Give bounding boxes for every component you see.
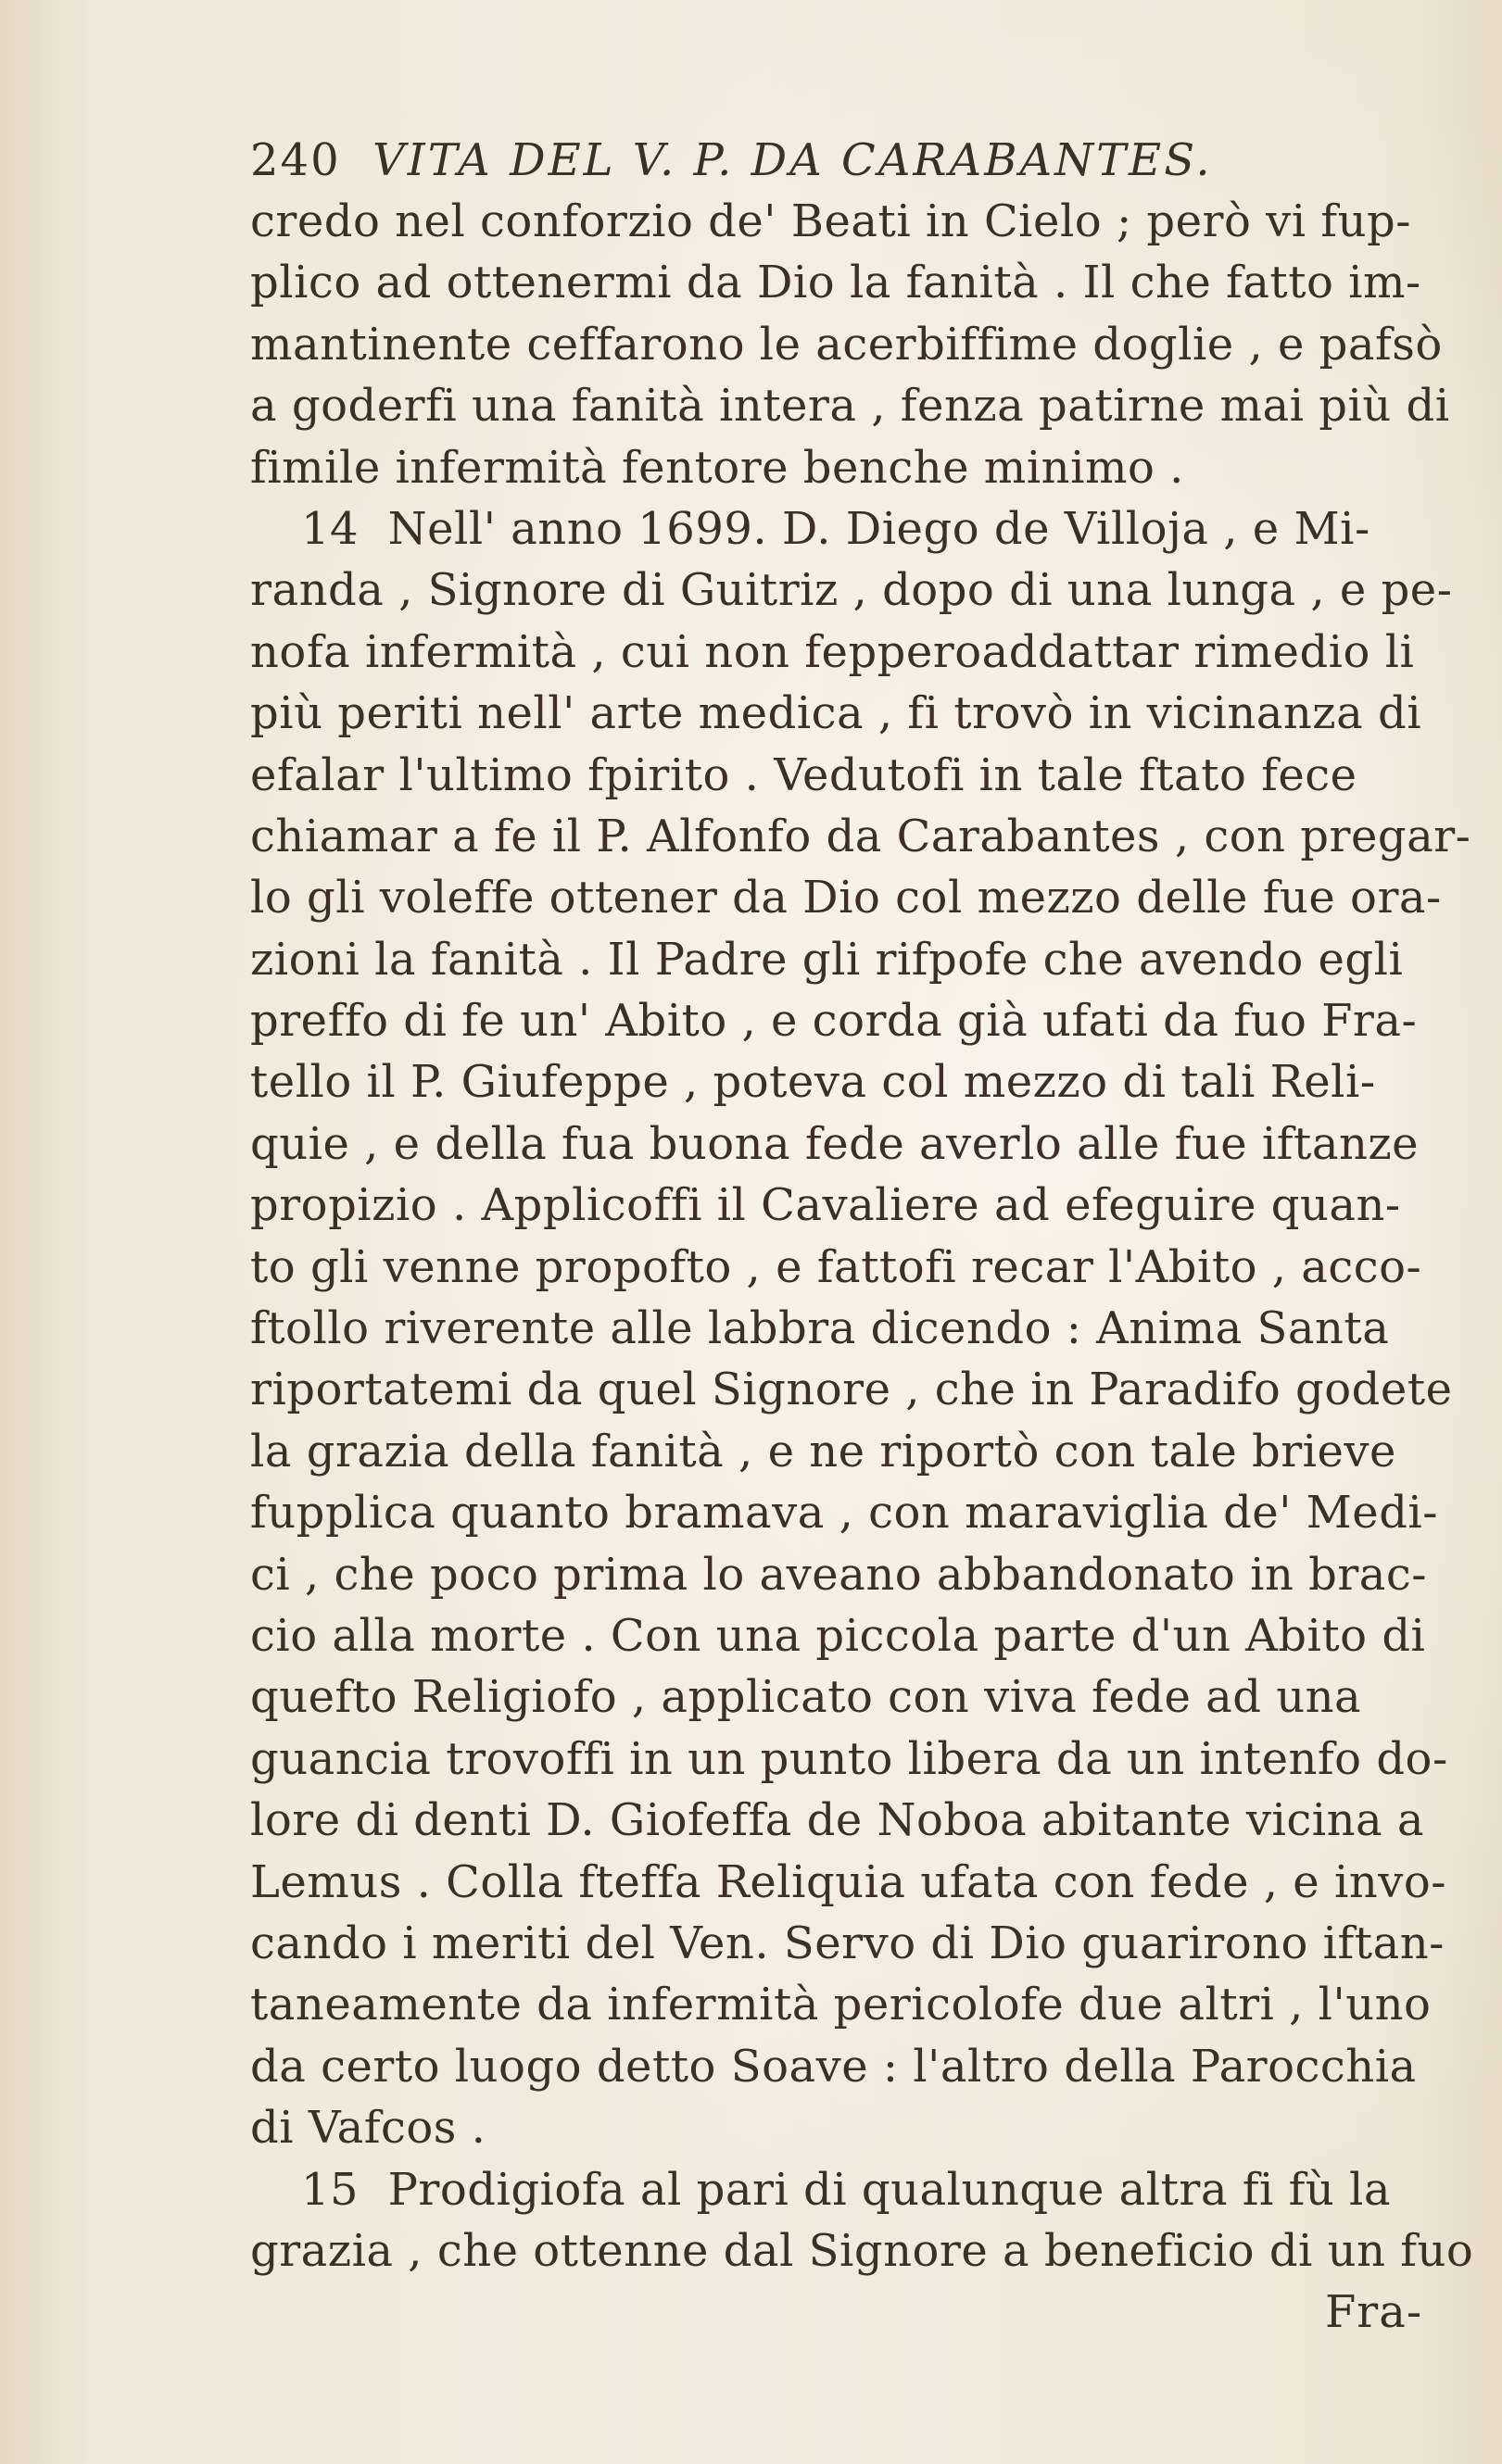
text-line: zioni la fanità . Il Padre gli rifpofe che avendo egli xyxy=(250,933,1404,986)
page-text xyxy=(250,130,1502,2344)
text-line: lore di denti D. Giofeffa de Noboa abitante vicina a xyxy=(250,1794,1424,1847)
text-line: a goderfi una fanità intera , fenza patirne mai più di xyxy=(250,380,1450,433)
catchword: Fra- xyxy=(1325,2286,1423,2339)
text-line: lo gli voleffe ottener da Dio col mezzo delle fue ora- xyxy=(250,872,1442,924)
text-line: grazia , che ottenne dal Signore a beneficio di un fuo xyxy=(250,2224,1474,2277)
text-line: propizio . Applicoffi il Cavaliere ad efeguire quan- xyxy=(250,1179,1401,1232)
text-line: mantinente ceffarono le acerbiffime doglie , e pafsò xyxy=(250,318,1443,371)
text-line: fupplica quanto bramava , con maraviglia de' Medi- xyxy=(250,1487,1438,1540)
text-line: nofa infermità , cui non fepperoaddattar rimedio li xyxy=(250,625,1415,678)
text-line: chiamar a fe il P. Alfonfo da Carabantes , con pregar- xyxy=(250,810,1471,862)
text-line: tello il P. Giufeppe , poteva col mezzo di tali Reli- xyxy=(250,1056,1376,1109)
text-line: quefto Religiofo , applicato con viva fede ad una xyxy=(250,1671,1362,1724)
text-line: ci , che poco prima lo aveano abbandonato in brac- xyxy=(250,1548,1427,1601)
page-number: 240 xyxy=(250,134,341,186)
text-line: cando i meriti del Ven. Servo di Dio guarirono iftan- xyxy=(250,1917,1445,1969)
text-line: di Vafcos . xyxy=(250,2102,486,2155)
text-line: quie , e della fua buona fede averlo alle fue iftanze xyxy=(250,1117,1420,1170)
text-line: riportatemi da quel Signore , che in Paradifo godete xyxy=(250,1364,1453,1416)
text-line: to gli venne propofto , e fattofi recar l'Abito , acco- xyxy=(250,1240,1422,1293)
text-line: Lemus . Colla fteffa Reliquia ufata con fede , e invo- xyxy=(250,1855,1446,1908)
text-line: da certo luogo detto Soave : l'altro della Parocchia xyxy=(250,2040,1417,2093)
text-line: efalar l'ultimo fpirito . Vedutofi in tale ftato fece xyxy=(250,748,1357,801)
text-line: cio alla morte . Con una piccola parte d'un Abito di xyxy=(250,1609,1426,1662)
text-line: ftollo riverente alle labbra dicendo : Anima Santa xyxy=(250,1302,1390,1355)
paragraph-14-start: 14 Nell' anno 1699. D. Diego de Villoja , e Mi- xyxy=(301,502,1370,555)
text-line: randa , Signore di Guitriz , dopo di una lunga , e pe- xyxy=(250,564,1453,617)
running-head xyxy=(250,130,1502,191)
paragraph-15-start: 15 Prodigiofa al pari di qualunque altra fi fù la xyxy=(301,2163,1391,2216)
text-line: fimile infermità fentore benche minimo . xyxy=(250,441,1184,494)
text-line: credo nel conforzio de' Beati in Cielo ; però vi fup- xyxy=(250,195,1411,247)
text-line: guancia trovoffi in un punto libera da un intenfo do- xyxy=(250,1732,1448,1785)
text-line: taneamente da infermità pericolofe due altri , l'uno xyxy=(250,1979,1432,2031)
text-line: plico ad ottenermi da Dio la fanità . Il che fatto im- xyxy=(250,257,1421,309)
text-line: la grazia della fanità , e ne riportò con tale brieve xyxy=(250,1425,1396,1477)
text-line: preffo di fe un' Abito , e corda già ufati da fuo Fra- xyxy=(250,995,1418,1048)
running-title: VITA DEL V. P. DA CARABANTES. xyxy=(372,134,1213,186)
text-line: più periti nell' arte medica , fi trovò in vicinanza di xyxy=(250,687,1422,740)
